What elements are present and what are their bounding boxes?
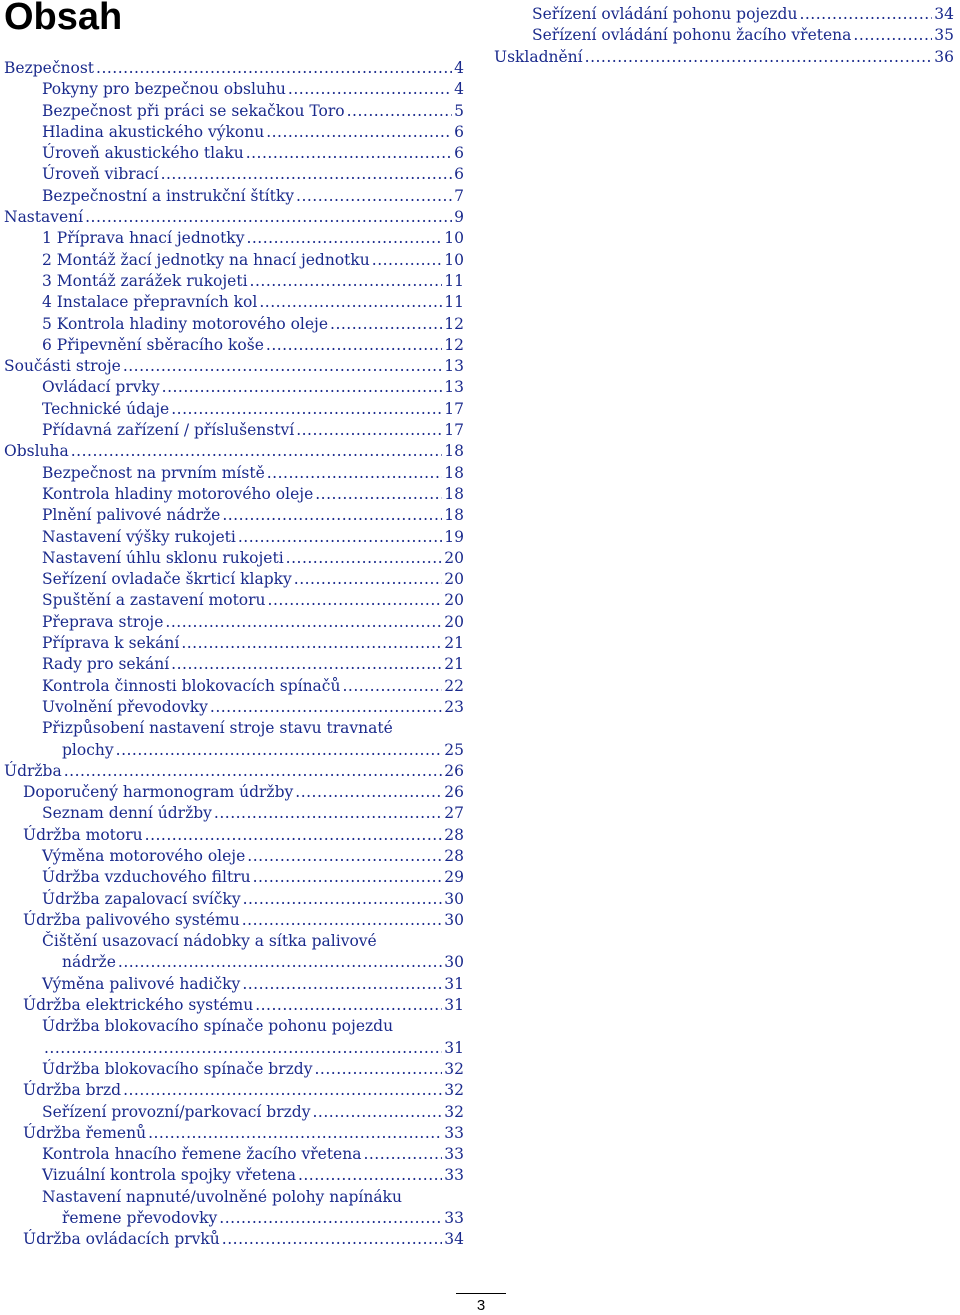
toc-entry-title: Ovládací prvky: [42, 378, 160, 397]
toc-entry-page: 22: [444, 676, 464, 695]
toc-entry-page: 20: [444, 612, 464, 631]
toc-entry-title: nádrže: [62, 953, 116, 972]
toc-entry-bezpecnost[interactable]: [4, 58, 464, 79]
footer-divider: [456, 1293, 506, 1294]
dot-leader: [253, 867, 443, 888]
toc-entry-page: 34: [934, 5, 954, 23]
toc-entry-title: Výměna palivové hadičky: [42, 974, 241, 993]
toc-entry-title: Přeprava stroje: [42, 612, 164, 631]
dot-leader: [238, 527, 442, 548]
toc-entry-page: 33: [444, 1209, 464, 1228]
toc-right-column: [494, 4, 954, 68]
toc-entry-title: Bezpečnost na prvním místě: [42, 463, 265, 482]
toc-entry-title: řemene převodovky: [62, 1209, 218, 1228]
dot-leader: [250, 271, 443, 292]
toc-entry-title: Úroveň akustického tlaku: [42, 144, 244, 163]
toc-entry-serizeni-ovladace-skrtici-klapky[interactable]: [4, 569, 464, 590]
toc-entry-5-kontrola-hladiny-motoroveho-oleje[interactable]: [4, 314, 464, 335]
toc-entry-bezpecnostni-a-instrukcni-stitky[interactable]: [4, 186, 464, 207]
dot-leader: [372, 250, 442, 271]
toc-entry-page: 31: [444, 996, 464, 1015]
toc-entry-title: Seřízení ovládání pohonu pojezdu: [532, 5, 798, 23]
toc-entry-title: Údržba: [4, 761, 62, 780]
toc-entry-title: Nastavení: [4, 208, 84, 227]
toc-entry-title: Seřízení provozní/parkovací brzdy: [42, 1102, 311, 1121]
toc-entry-title: 4 Instalace přepravních kol: [42, 293, 258, 312]
dot-leader: [44, 1038, 442, 1059]
toc-entry-udrzba-palivoveho-systemu[interactable]: [4, 910, 464, 931]
dot-leader: [585, 47, 933, 68]
toc-entry-page: 5: [454, 101, 464, 120]
toc-entry-plneni-palivove-nadrze[interactable]: [4, 505, 464, 526]
toc-entry-page: 27: [444, 804, 464, 823]
toc-entry-udrzba-brzd[interactable]: [4, 1080, 464, 1101]
toc-entry-title: Údržba řemenů: [23, 1123, 147, 1142]
toc-entry-page: 4: [454, 80, 464, 99]
toc-entry-title: Hladina akustického výkonu: [42, 122, 265, 141]
toc-entry-spusteni-a-zastaveni-motoru[interactable]: [4, 590, 464, 611]
toc-entry-title: 5 Kontrola hladiny motorového oleje: [42, 314, 329, 333]
toc-entry-uvolneni-prevodovky[interactable]: [4, 697, 464, 718]
toc-entry-udrzba-zapalovaci-svicky[interactable]: [4, 889, 464, 910]
dot-leader: [295, 782, 442, 803]
dot-leader: [255, 995, 442, 1016]
toc-entry-kontrola-cinnosti-blokovacich-spinacu[interactable]: [4, 676, 464, 697]
toc-entry-title: Spuštění a zastavení motoru: [42, 591, 266, 610]
dot-leader: [286, 548, 443, 569]
dot-leader: [123, 356, 442, 377]
toc-entry-1-priprava-hnaci-jednotky[interactable]: [4, 228, 464, 249]
toc-entry-page: 30: [444, 910, 464, 929]
toc-entry-kontrola-hladiny-motoroveho-oleje[interactable]: [4, 484, 464, 505]
toc-entry-title: Nastavení úhlu sklonu rukojeti: [42, 548, 284, 567]
toc-entry-page: 6: [454, 122, 464, 141]
toc-entry-uskladneni[interactable]: [494, 47, 954, 68]
dot-leader: [171, 399, 442, 420]
dot-leader: [298, 1165, 442, 1186]
toc-entry-page: 31: [444, 974, 464, 993]
toc-entry-title: 1 Příprava hnací jednotky: [42, 229, 245, 248]
toc-entry-title: Obsluha: [4, 442, 69, 461]
toc-entry-page: 10: [444, 250, 464, 269]
toc-entry-udrzba[interactable]: [4, 761, 464, 782]
toc-entry-nastaveni-uhlu-sklonu-rukojeti[interactable]: [4, 548, 464, 569]
toc-entry-page: 31: [444, 1038, 464, 1057]
toc-entry-page: 32: [444, 1059, 464, 1078]
toc-entry-page: 28: [444, 846, 464, 865]
toc-entry-title: Pokyny pro bezpečnou obsluhu: [42, 80, 286, 99]
toc-entry-bezpecnost-na-prvnim-miste[interactable]: [4, 463, 464, 484]
toc-entry-doporuceny-harmonogram-udrzby[interactable]: [4, 782, 464, 803]
dot-leader: [294, 569, 443, 590]
toc-entry-title: Kontrola hladiny motorového oleje: [42, 484, 314, 503]
toc-entry-title: Kontrola hnacího řemene žacího vřetena: [42, 1145, 362, 1164]
toc-entry-title: Přídavná zařízení / příslušenství: [42, 421, 295, 440]
dot-leader: [123, 1080, 442, 1101]
toc-entry-title: Bezpečnost při práci se sekačkou Toro: [42, 101, 345, 120]
toc-entry-page: 10: [444, 229, 464, 248]
dot-leader: [312, 1102, 442, 1123]
toc-entry-udrzba-ovladacich-prvku[interactable]: [4, 1229, 464, 1250]
toc-entry-2-montaz-zaci-jednotky-na-hnaci-jednotku[interactable]: [4, 250, 464, 271]
toc-entry-hladina-akustickeho-vykonu[interactable]: [4, 122, 464, 143]
toc-entry-3-montaz-zarazek-rukojeti[interactable]: [4, 271, 464, 292]
toc-entry-page: 20: [444, 591, 464, 610]
toc-entry-pridavna-zarizeni-prislusenstvi[interactable]: [4, 420, 464, 441]
toc-entry-title: Seřízení ovladače škrticí klapky: [42, 570, 292, 589]
toc-entry-page: 11: [444, 293, 464, 312]
toc-entry-title: Údržba palivového systému: [23, 910, 240, 929]
toc-entry-soucasti-stroje[interactable]: [4, 356, 464, 377]
toc-entry-page: 26: [444, 761, 464, 780]
toc-entry-6-pripevneni-sberaciho-kose[interactable]: [4, 335, 464, 356]
toc-entry-page: 6: [454, 144, 464, 163]
toc-entry-page: 18: [444, 484, 464, 503]
toc-entry-title: Údržba motoru: [23, 825, 143, 844]
toc-entry-title: Údržba blokovacího spínače brzdy: [42, 1059, 313, 1078]
dot-leader: [181, 633, 442, 654]
dot-leader: [330, 314, 442, 335]
toc-entry-title: Seznam denní údržby: [42, 804, 212, 823]
dot-leader: [243, 889, 443, 910]
toc-entry-page: 23: [444, 697, 464, 716]
dot-leader: [222, 1229, 442, 1250]
dot-leader: [210, 697, 442, 718]
toc-entry-technicke-udaje[interactable]: [4, 399, 464, 420]
toc-entry-cisteni-usazovaci-nadobky-a-sitka-palivo[interactable]: [4, 931, 464, 974]
page-title: Obsah: [4, 0, 123, 38]
toc-entry-page: 18: [444, 442, 464, 461]
dot-leader: [118, 952, 442, 973]
toc-entry-title: Vizuální kontrola spojky vřetena: [42, 1166, 296, 1185]
toc-entry-page: 28: [444, 825, 464, 844]
toc-entry-page: 12: [444, 335, 464, 354]
dot-leader: [266, 335, 442, 356]
toc-entry-vymena-motoroveho-oleje[interactable]: [4, 846, 464, 867]
toc-entry-udrzba-blokovaciho-spinace-pohonu-pojezd[interactable]: [4, 1016, 464, 1059]
toc-entry-vymena-palivove-hadicky[interactable]: [4, 974, 464, 995]
toc-entry-udrzba-blokovaciho-spinace-brzdy[interactable]: [4, 1059, 464, 1080]
dot-leader: [853, 25, 932, 46]
toc-entry-serizeni-ovladani-pohonu-pojezdu[interactable]: [494, 4, 954, 25]
toc-entry-page: 7: [454, 186, 464, 205]
toc-entry-page: 35: [934, 26, 954, 45]
toc-entry-nastaveni-napnute-uvolnene-polohy-napina[interactable]: [4, 1187, 464, 1230]
toc-entry-page: 13: [444, 378, 464, 397]
toc-entry-nastaveni-vysky-rukojeti[interactable]: [4, 527, 464, 548]
toc-entry-udrzba-elektrickeho-systemu[interactable]: [4, 995, 464, 1016]
toc-entry-page: 20: [444, 570, 464, 589]
toc-entry-title: Součásti stroje: [4, 357, 121, 376]
dot-leader: [242, 974, 442, 995]
dot-leader: [296, 420, 442, 441]
toc-entry-ovladaci-prvky[interactable]: [4, 377, 464, 398]
toc-entry-vizualni-kontrola-spojky-vretena[interactable]: [4, 1165, 464, 1186]
dot-leader: [71, 441, 443, 462]
toc-entry-page: 11: [444, 271, 464, 290]
toc-entry-page: 20: [444, 548, 464, 567]
toc-entry-page: 29: [444, 868, 464, 887]
toc-entry-page: 26: [444, 783, 464, 802]
dot-leader: [165, 612, 442, 633]
toc-entry-page: 17: [444, 399, 464, 418]
toc-entry-title: Údržba brzd: [23, 1081, 122, 1100]
toc-entry-title: Technické údaje: [42, 399, 170, 418]
toc-entry-page: 21: [444, 655, 464, 674]
toc-entry-preprava-stroje[interactable]: [4, 612, 464, 633]
toc-entry-title: 6 Připevnění sběracího koše: [42, 335, 264, 354]
toc-left-column: [4, 58, 464, 1251]
toc-entry-title: plochy: [62, 740, 114, 759]
toc-entry-page: 33: [444, 1166, 464, 1185]
dot-leader: [267, 463, 443, 484]
toc-entry-4-instalace-prepravnich-kol[interactable]: [4, 292, 464, 313]
toc-entry-title: Údržba blokovacího spínače pohonu pojezdu: [42, 1017, 394, 1036]
toc-entry-kontrola-hnaciho-remene-zaciho-vretena[interactable]: [4, 1144, 464, 1165]
toc-entry-udrzba-motoru[interactable]: [4, 825, 464, 846]
toc-entry-title: Bezpečnost: [4, 59, 95, 77]
toc-entry-title: 2 Montáž žací jednotky na hnací jednotku: [42, 250, 370, 269]
toc-entry-title: Nastavení napnuté/uvolněné polohy napínáku: [42, 1187, 402, 1206]
toc-entry-bezpecnost-pri-praci-se-sekackou-toro[interactable]: [4, 101, 464, 122]
toc-entry-serizeni-provozni-parkovaci-brzdy[interactable]: [4, 1102, 464, 1123]
toc-entry-page: 19: [444, 527, 464, 546]
dot-leader: [64, 761, 443, 782]
toc-entry-title: Nastavení výšky rukojeti: [42, 527, 236, 546]
toc-entry-page: 4: [454, 59, 464, 77]
toc-entry-title: Kontrola činnosti blokovacích spínačů: [42, 676, 341, 695]
toc-entry-page: 6: [454, 165, 464, 184]
toc-entry-title: Údržba zapalovací svíčky: [42, 889, 241, 908]
page-number: 3: [476, 1297, 486, 1314]
toc-entry-page: 36: [934, 47, 954, 66]
toc-entry-page: 25: [444, 740, 464, 759]
dot-leader: [246, 228, 442, 249]
dot-leader: [171, 654, 442, 675]
toc-entry-udrzba-remenu[interactable]: [4, 1123, 464, 1144]
toc-entry-title: Úroveň vibrací: [42, 165, 159, 184]
toc-entry-title: Uvolnění převodovky: [42, 697, 208, 716]
toc-entry-obsluha[interactable]: [4, 441, 464, 462]
toc-entry-title: Přizpůsobení nastavení stroje stavu travnaté: [42, 719, 393, 738]
dot-leader: [347, 101, 453, 122]
toc-entry-page: 9: [454, 208, 464, 227]
toc-entry-pokyny-pro-bezpecnou-obsluhu[interactable]: [4, 79, 464, 100]
toc-entry-page: 30: [444, 953, 464, 972]
dot-leader: [288, 79, 452, 100]
dot-leader: [85, 207, 452, 228]
toc-entry-page: 18: [444, 463, 464, 482]
dot-leader: [363, 1144, 442, 1165]
dot-leader: [162, 377, 443, 398]
toc-entry-title: 3 Montáž zarážek rukojeti: [42, 271, 248, 290]
dot-leader: [314, 1059, 442, 1080]
toc-entry-page: 21: [444, 634, 464, 653]
dot-leader: [259, 292, 442, 313]
toc-entry-rady-pro-sekani[interactable]: [4, 654, 464, 675]
toc-entry-title: Bezpečnostní a instrukční štítky: [42, 186, 295, 205]
dot-leader: [247, 846, 442, 867]
dot-leader: [161, 164, 453, 185]
dot-leader: [266, 122, 452, 143]
toc-entry-title: Údržba ovládacích prvků: [23, 1230, 220, 1249]
toc-entry-page: 12: [444, 314, 464, 333]
dot-leader: [246, 143, 452, 164]
dot-leader: [145, 825, 443, 846]
toc-entry-title: Příprava k sekání: [42, 634, 180, 653]
toc-entry-page: 13: [444, 357, 464, 376]
toc-entry-title: Plnění palivové nádrže: [42, 506, 221, 525]
toc-entry-page: 32: [444, 1081, 464, 1100]
toc-entry-serizeni-ovladani-pohonu-zaciho-vretena[interactable]: [494, 25, 954, 46]
toc-entry-title: Údržba elektrického systému: [23, 996, 254, 1015]
toc-entry-title: Výměna motorového oleje: [42, 846, 246, 865]
dot-leader: [242, 910, 443, 931]
toc-entry-title: Čištění usazovací nádobky a sítka palivové: [42, 932, 377, 951]
toc-entry-udrzba-vzduchoveho-filtru[interactable]: [4, 867, 464, 888]
toc-entry-page: 33: [444, 1145, 464, 1164]
toc-entry-nastaveni[interactable]: [4, 207, 464, 228]
toc-entry-page: 30: [444, 889, 464, 908]
dot-leader: [268, 590, 443, 611]
dot-leader: [219, 1208, 442, 1229]
toc-entry-seznam-denni-udrzby[interactable]: [4, 803, 464, 824]
toc-entry-uroven-akustickeho-tlaku[interactable]: [4, 143, 464, 164]
dot-leader: [116, 740, 443, 761]
dot-leader: [148, 1123, 442, 1144]
dot-leader: [296, 186, 452, 207]
toc-entry-prizpusobeni-nastaveni-stroje-stavu-trav[interactable]: [4, 718, 464, 761]
dot-leader: [96, 58, 452, 79]
toc-entry-page: 33: [444, 1123, 464, 1142]
dot-leader: [315, 484, 442, 505]
toc-entry-page: 17: [444, 421, 464, 440]
dot-leader: [799, 4, 932, 25]
dot-leader: [214, 803, 442, 824]
toc-entry-page: 18: [444, 506, 464, 525]
toc-entry-page: 32: [444, 1102, 464, 1121]
toc-entry-title: Doporučený harmonogram údržby: [23, 783, 294, 802]
dot-leader: [342, 676, 442, 697]
toc-entry-title: Seřízení ovládání pohonu žacího vřetena: [532, 26, 852, 45]
toc-entry-title: Uskladnění: [494, 47, 583, 66]
toc-entry-title: Rady pro sekání: [42, 655, 170, 674]
toc-entry-uroven-vibraci[interactable]: [4, 164, 464, 185]
toc-entry-page: 34: [444, 1230, 464, 1249]
toc-entry-priprava-k-sekani[interactable]: [4, 633, 464, 654]
toc-entry-title: Údržba vzduchového filtru: [42, 868, 251, 887]
dot-leader: [222, 505, 442, 526]
